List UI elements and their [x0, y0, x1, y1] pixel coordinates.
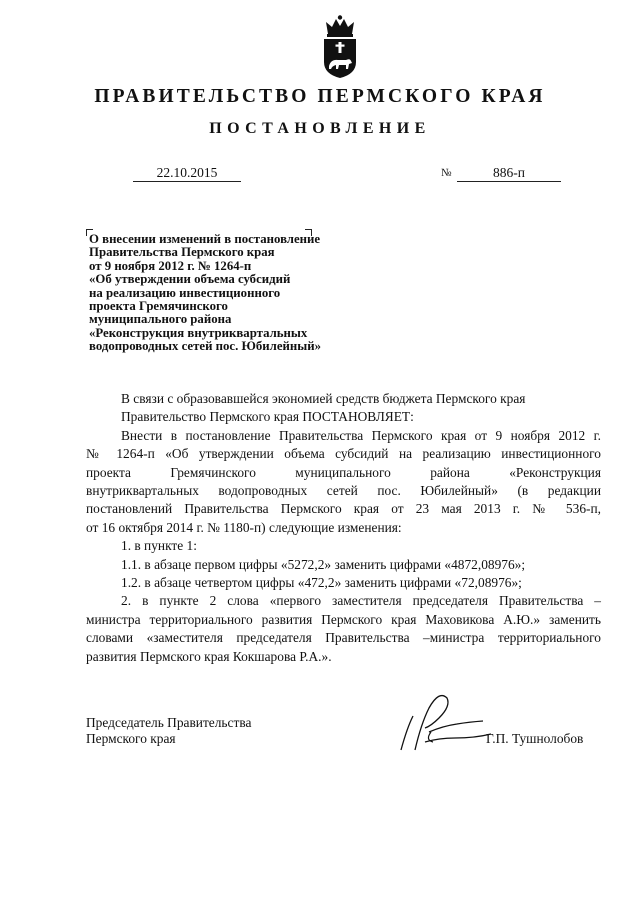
document-subject — [89, 233, 321, 354]
body-line: внутриквартальных водопроводных сетей пос. Юбилейный» (в редакции — [86, 483, 601, 499]
list-item: 1.1. в абзаце первом цифры «5272,2» заменить цифрами «4872,08976»; — [121, 556, 526, 572]
body-line: проекта Гремячинского муниципального района «Реконструкция — [86, 464, 601, 480]
document-type: ПОСТАНОВЛЕНИЕ — [209, 120, 431, 137]
government-title: ПРАВИТЕЛЬСТВО ПЕРМСКОГО КРАЯ — [94, 86, 546, 107]
subject-line: «Об утверждении объема субсидий — [89, 272, 291, 287]
document-date: 22.10.2015 — [133, 165, 241, 182]
body-line: от 16 октября 2014 г. № 1180-п) следующие изменения: — [86, 519, 402, 535]
coat-of-arms-icon — [316, 14, 364, 80]
preamble-line: Правительство Пермского края ПОСТАНОВЛЯЕТ: — [121, 409, 414, 425]
list-item: 2. в пункте 2 слова «первого заместителя председателя Правительства – — [121, 593, 601, 609]
subject-line: муниципального района — [89, 312, 232, 327]
signer-position-line: Пермского края — [86, 730, 176, 746]
body-line: министра территориального развития Пермского края Маховикова А.Ю.» заменить — [86, 611, 601, 627]
body-line: № 1264-п «Об утверждении объема субсидий на реализацию инвестиционного — [86, 446, 601, 462]
document-number: 886-п — [457, 165, 561, 182]
subject-line: проекта Гремячинского — [89, 299, 228, 314]
subject-line: на реализацию инвестиционного — [89, 285, 281, 300]
body-line: постановлений Правительства Пермского края от 23 мая 2013 г. № 536-п, — [86, 501, 601, 517]
signer-position-line: Председатель Правительства — [86, 715, 252, 730]
body-line: развития Пермского края Кокшарова Р.А.». — [86, 648, 332, 664]
document-body — [86, 390, 601, 666]
signer-position — [86, 715, 251, 746]
body-line: Внести в постановление Правительства Пермского края от 9 ноября 2012 г. — [121, 427, 601, 443]
subject-line: Правительства Пермского края — [89, 245, 275, 260]
subject-line: «Реконструкция внутриквартальных — [89, 325, 308, 340]
subject-line: водопроводных сетей пос. Юбилейный» — [89, 339, 322, 354]
list-item: 1. в пункте 1: — [121, 538, 197, 554]
subject-line: О внесении изменений в постановление — [89, 232, 321, 246]
signer-name: Г.П. Тушнолобов — [486, 731, 584, 746]
preamble-line: В связи с образовавшейся экономией средств бюджета Пермского края — [121, 391, 526, 406]
list-item: 1.2. в абзаце четвертом цифры «472,2» заменить цифрами «72,08976»; — [121, 575, 522, 591]
subject-line: от 9 ноября 2012 г. № 1264-п — [89, 258, 252, 273]
body-line: словами «заместителя председателя Правительства –министра территориального — [86, 630, 601, 646]
number-label: № — [441, 167, 452, 179]
